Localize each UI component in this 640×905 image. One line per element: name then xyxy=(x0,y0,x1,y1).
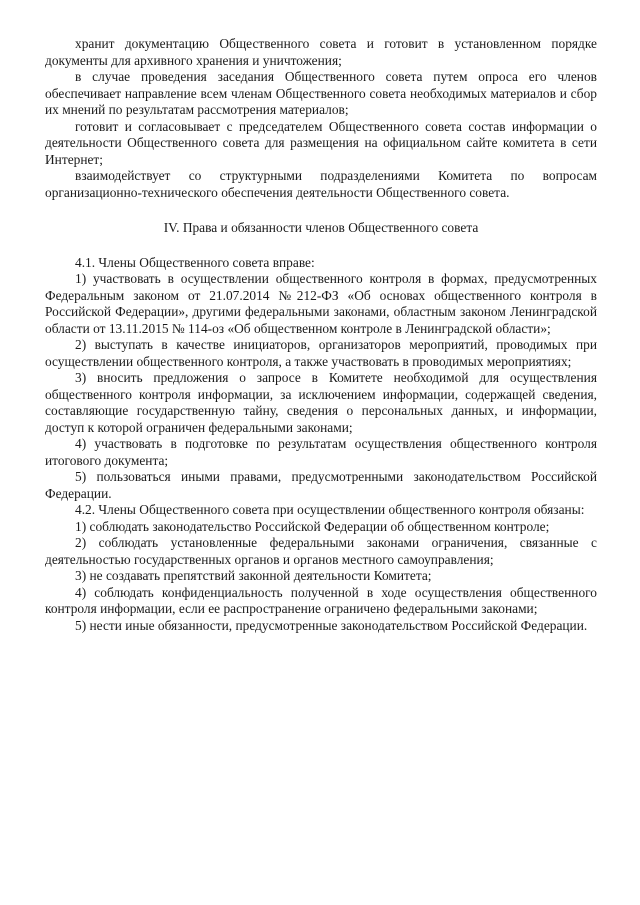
paragraph-website-info: готовит и согласовывает с председателем Общественного совета состав информации о деятельности Общественного совета для размещения на официальном сайте комитета в сети Интернет; xyxy=(45,118,597,167)
paragraph-duty-4: 4) соблюдать конфиденциальность полученной в ходе осуществления общественного контроля информации, если ее распространение ограничено федеральными законами; xyxy=(45,584,597,616)
paragraph-right-4: 4) участвовать в подготовке по результатам осуществления общественного контроля итогового документа; xyxy=(45,436,597,468)
paragraph-survey: в случае проведения заседания Общественного совета путем опроса его членов обеспечивает направление всем членам Общественного совета необходимых материалов и сбор их мнений по результатам рассмотрения материалов; xyxy=(45,69,597,117)
section-heading: IV. Права и обязанности членов Общественного совета xyxy=(163,220,479,235)
paragraph-right-2: 2) выступать в качестве инициаторов, организаторов мероприятий, проводимых при осуществлении общественного контроля, а также участвовать в проводимых мероприятиях; xyxy=(45,337,597,369)
document-body xyxy=(45,36,597,634)
paragraph-rights-intro: 4.1. Члены Общественного совета вправе: xyxy=(75,254,315,270)
paragraph-right-3: 3) вносить предложения о запросе в Комитете необходимой для осуществления общественного контроля информации, за исключением информации, содержащей сведения, составляющие государственную тайну, сведения о персональных данных, и информации, доступ к которой ограничен федеральными законами; xyxy=(45,370,597,435)
paragraph-duty-1: 1) соблюдать законодательство Российской Федерации об общественном контроле; xyxy=(75,518,550,534)
paragraph-duty-3: 3) не создавать препятствий законной деятельности Комитета; xyxy=(75,568,432,583)
paragraph-duties-intro: 4.2. Члены Общественного совета при осуществлении общественного контроля обязаны: xyxy=(75,502,585,517)
paragraph-duty-5: 5) нести иные обязанности, предусмотренные законодательством Российской Федерации. xyxy=(75,617,588,633)
paragraph-duty-2: 2) соблюдать установленные федеральными законами ограничения, связанные с деятельностью государственных органов и органов местного самоуправления; xyxy=(45,535,597,567)
paragraph-cooperation: взаимодействует со структурными подразделениями Комитета по вопросам организационно-технического обеспечения деятельности Общественного совета. xyxy=(45,168,597,200)
paragraph-right-1: 1) участвовать в осуществлении общественного контроля в формах, предусмотренных Федеральным законом от 21.07.2014 №212-ФЗ «Об основах общественного контроля в Российской Федерации», другими федеральными законами, областным законом Ленинградской области от 13.11.2015 № 114-оз «Об общественном контроле в Ленинградской области»; xyxy=(45,271,597,336)
paragraph-archive: хранит документацию Общественного совета и готовит в установленном порядке документы для архивного хранения и уничтожения; xyxy=(45,36,597,68)
paragraph-right-5: 5) пользоваться иными правами, предусмотренными законодательством Российской Федерации. xyxy=(45,469,597,501)
